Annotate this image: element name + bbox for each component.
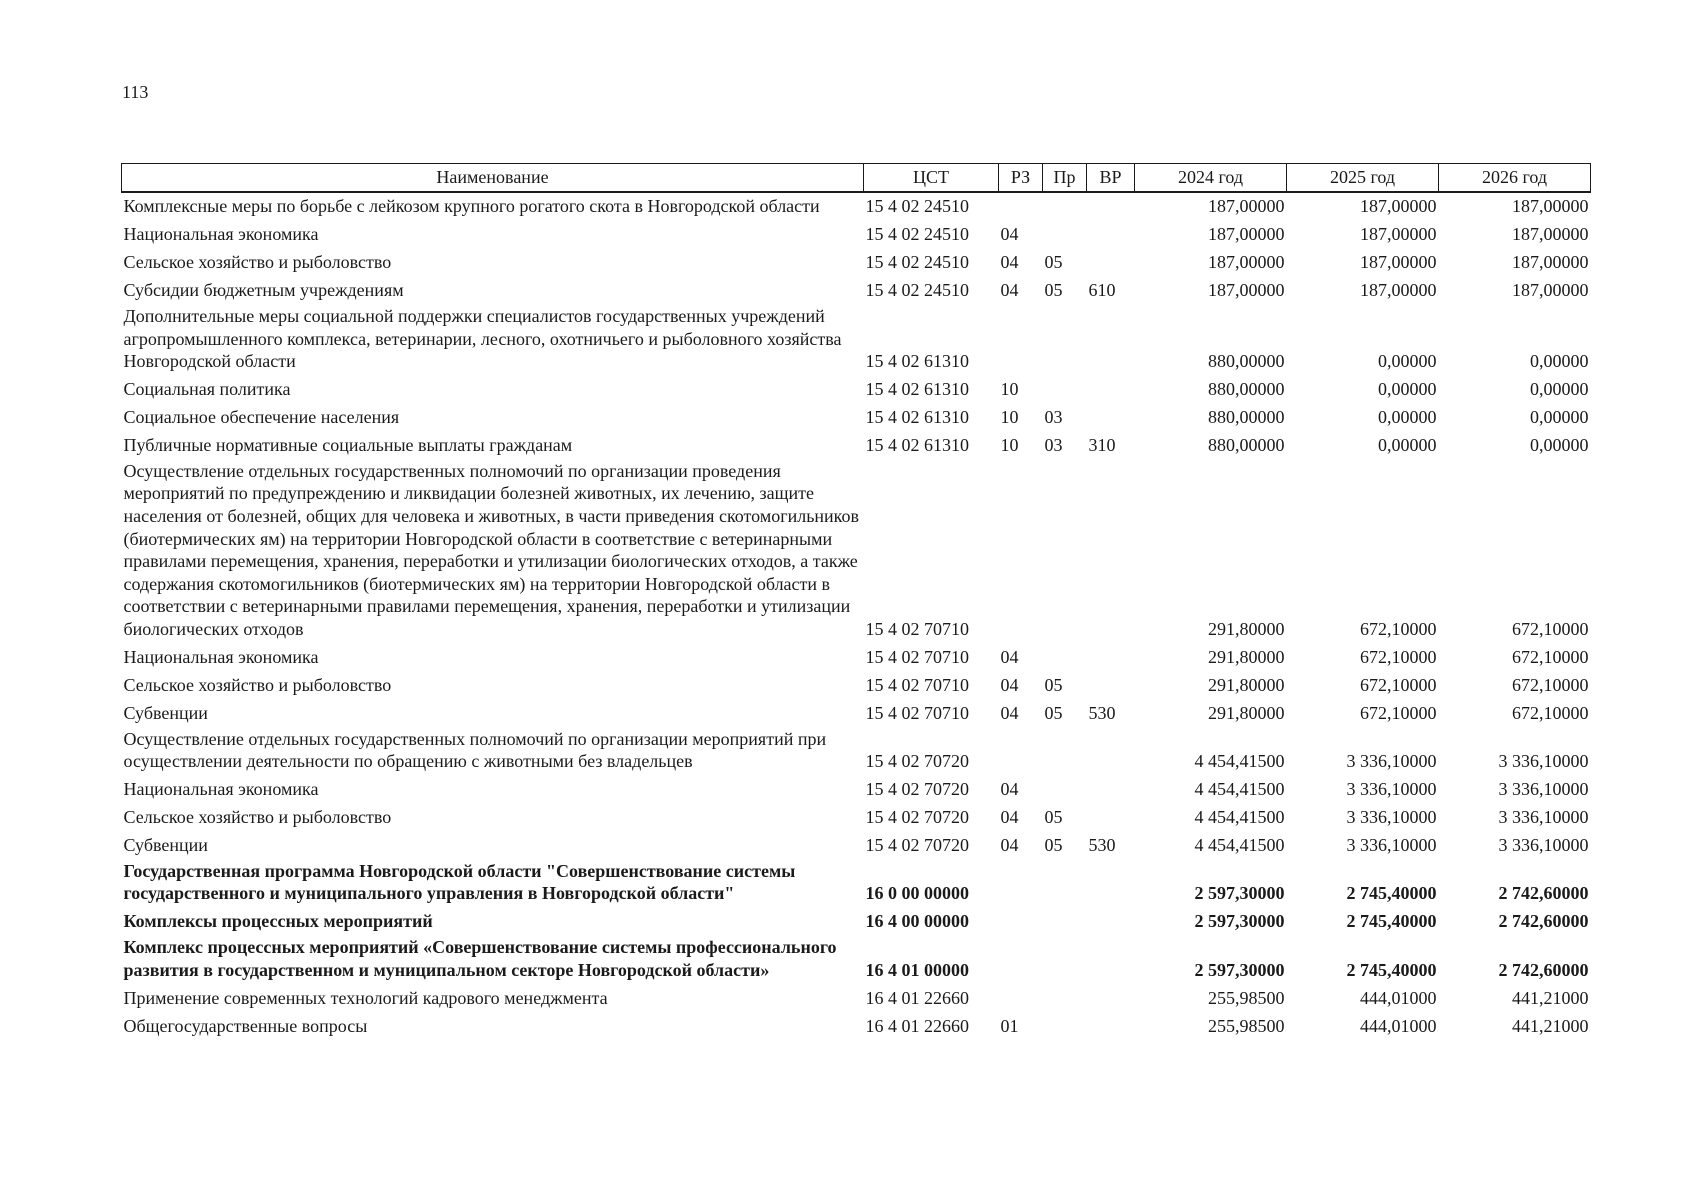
row-pr: 05 [1044,835,1063,856]
row-2025: 3 336,10000 [1346,779,1437,800]
row-cst: 15 4 02 24510 [865,252,969,273]
row-vr: 610 [1088,280,1116,301]
row-2024: 291,80000 [1208,618,1285,639]
row-2026: 187,00000 [1512,196,1589,217]
row-2026: 0,00000 [1530,407,1589,428]
row-cst: 15 4 02 70720 [865,779,969,800]
row-pr [1043,192,1087,220]
row-pr: 05 [1044,280,1063,301]
row-pr [1043,643,1087,671]
row-2024: 291,80000 [1208,702,1285,723]
row-2024: 255,98500 [1208,1015,1285,1036]
row-cst: 15 4 02 70710 [865,674,969,695]
row-2026: 672,10000 [1512,702,1589,723]
row-rz [999,459,1043,643]
row-vr [1087,803,1135,831]
row-pr [1043,1011,1087,1039]
row-2024: 4 454,41500 [1194,779,1285,800]
row-name: Государственная программа Новгородской области "Совершенствование системы государственного и муниципального управления в Новгородской области" [123,860,796,904]
row-cst: 15 4 02 24510 [865,280,969,301]
row-2025: 187,00000 [1360,280,1437,301]
header-rz: РЗ [999,164,1043,193]
row-2026: 441,21000 [1512,987,1589,1008]
row-name: Комплексные меры по борьбе с лейкозом крупного рогатого скота в Новгородской области [123,196,820,217]
row-2024: 880,00000 [1208,351,1285,372]
row-2026: 3 336,10000 [1498,807,1589,828]
row-name: Социальное обеспечение населения [123,407,400,428]
row-name: Сельское хозяйство и рыболовство [123,674,392,695]
table-row [122,403,1591,431]
row-2025: 2 745,40000 [1346,883,1437,904]
row-2025: 672,10000 [1360,618,1437,639]
row-rz: 04 [1000,835,1019,856]
row-2026: 0,00000 [1530,379,1589,400]
header-2025: 2025 год [1287,164,1439,193]
row-pr [1043,935,1087,983]
row-2025: 187,00000 [1360,196,1437,217]
row-rz: 10 [1000,407,1019,428]
row-rz: 10 [1000,379,1019,400]
table-row [122,1011,1591,1039]
row-vr [1087,859,1135,907]
row-2024: 880,00000 [1208,379,1285,400]
row-name: Субсидии бюджетным учреждениям [123,280,404,301]
row-name: Общегосударственные вопросы [123,1015,368,1036]
row-2024: 2 597,30000 [1194,959,1285,980]
table-row [122,859,1591,907]
row-cst: 15 4 02 70720 [865,835,969,856]
header-cst: ЦСТ [864,164,999,193]
table-body [122,192,1591,1039]
table-row [122,671,1591,699]
table-row [122,803,1591,831]
page-number: 113 [122,82,149,102]
table-row [122,431,1591,459]
header-row [122,164,1591,193]
row-vr: 530 [1088,835,1116,856]
row-vr [1087,671,1135,699]
row-2026: 3 336,10000 [1498,751,1589,772]
row-cst: 15 4 02 61310 [865,435,969,456]
row-vr [1087,643,1135,671]
row-2026: 672,10000 [1512,646,1589,667]
row-vr [1087,907,1135,935]
row-2025: 2 745,40000 [1346,959,1437,980]
row-cst: 15 4 02 70720 [865,751,969,772]
row-name: Сельское хозяйство и рыболовство [123,807,392,828]
row-2024: 4 454,41500 [1194,835,1285,856]
row-2024: 187,00000 [1208,196,1285,217]
row-2024: 187,00000 [1208,224,1285,245]
row-rz: 04 [1000,779,1019,800]
row-pr: 05 [1044,252,1063,273]
row-pr [1043,727,1087,775]
row-2026: 2 742,60000 [1498,883,1589,904]
row-vr [1087,983,1135,1011]
row-pr: 05 [1044,702,1063,723]
row-rz [999,727,1043,775]
row-pr: 05 [1044,807,1063,828]
row-2025: 0,00000 [1378,435,1437,456]
row-rz: 04 [1000,702,1019,723]
table-row [122,643,1591,671]
row-pr [1043,459,1087,643]
row-2025: 672,10000 [1360,702,1437,723]
row-vr [1087,403,1135,431]
table-row [122,192,1591,220]
row-pr [1043,220,1087,248]
row-cst: 16 4 01 00000 [865,959,969,980]
row-name: Осуществление отдельных государственных полномочий по организации мероприятий при осуществлении деятельности по обращению с животными без владельцев [123,728,827,772]
row-cst: 15 4 02 24510 [865,196,969,217]
row-2025: 672,10000 [1360,674,1437,695]
row-cst: 16 4 01 22660 [865,1015,969,1036]
row-rz: 04 [1000,646,1019,667]
row-name: Национальная экономика [123,646,319,667]
table-row [122,248,1591,276]
row-cst: 15 4 02 70710 [865,702,969,723]
row-name: Сельское хозяйство и рыболовство [123,252,392,273]
row-2026: 0,00000 [1530,351,1589,372]
row-2026: 2 742,60000 [1498,959,1589,980]
row-rz: 04 [1000,224,1019,245]
row-rz: 04 [1000,807,1019,828]
row-vr [1087,727,1135,775]
row-2025: 0,00000 [1378,351,1437,372]
table-row [122,459,1591,643]
row-vr [1087,248,1135,276]
row-cst: 15 4 02 61310 [865,407,969,428]
row-2025: 2 745,40000 [1346,911,1437,932]
row-pr [1043,775,1087,803]
table-row [122,375,1591,403]
row-vr [1087,935,1135,983]
header-pr: Пр [1043,164,1087,193]
table-row [122,699,1591,727]
row-vr [1087,775,1135,803]
row-rz [999,983,1043,1011]
row-cst: 15 4 02 70710 [865,618,969,639]
row-name: Субвенции [123,835,208,856]
row-2025: 3 336,10000 [1346,751,1437,772]
row-2026: 3 336,10000 [1498,835,1589,856]
header-name: Наименование [122,164,864,193]
table-header [122,164,1591,193]
row-2024: 291,80000 [1208,646,1285,667]
row-rz [999,907,1043,935]
row-cst: 15 4 02 24510 [865,224,969,245]
row-2024: 4 454,41500 [1194,751,1285,772]
row-2024: 4 454,41500 [1194,807,1285,828]
row-2024: 2 597,30000 [1194,911,1285,932]
row-2025: 444,01000 [1360,1015,1437,1036]
row-cst: 16 0 00 00000 [865,883,969,904]
row-pr: 03 [1044,407,1063,428]
table-row [122,304,1591,375]
row-2024: 880,00000 [1208,407,1285,428]
row-name: Субвенции [123,702,208,723]
row-rz [999,304,1043,375]
row-rz: 10 [1000,435,1019,456]
budget-table [121,163,1591,1039]
row-2026: 187,00000 [1512,224,1589,245]
row-cst: 16 4 01 22660 [865,987,969,1008]
row-2026: 2 742,60000 [1498,911,1589,932]
table-row [122,831,1591,859]
row-2025: 3 336,10000 [1346,835,1437,856]
row-2026: 441,21000 [1512,1015,1589,1036]
row-name: Национальная экономика [123,779,319,800]
row-name: Осуществление отдельных государственных полномочий по организации проведения мероприятий по предупреждению и ликвидации болезней животных, их лечению, защите населения от болезней, общих для человека и животных, в части приведения скотомогильников (биотермических ям) на территории Новгородской области в соответствие с ветеринарными правилами перемещения, хранения, переработки и утилизации биологических отходов, а также содержания скотомогильников (биотермических ям) на территории Новгородской области в соответствии с ветеринарными правилами перемещения, хранения, переработки и утилизации биологических отходов [123,460,860,639]
row-name: Дополнительные меры социальной поддержки специалистов государственных учреждений агропромышленного комплекса, ветеринарии, лесного, охотничьего и рыболовного хозяйства Новгородской области [123,306,842,372]
row-pr [1043,983,1087,1011]
row-vr [1087,1011,1135,1039]
row-name: Социальная политика [123,379,291,400]
row-2026: 0,00000 [1530,435,1589,456]
row-2024: 291,80000 [1208,674,1285,695]
table-row [122,935,1591,983]
header-2026: 2026 год [1439,164,1591,193]
row-2025: 3 336,10000 [1346,807,1437,828]
row-pr [1043,859,1087,907]
row-2026: 3 336,10000 [1498,779,1589,800]
row-name: Применение современных технологий кадрового менеджмента [123,987,608,1008]
row-2025: 0,00000 [1378,407,1437,428]
table-row [122,220,1591,248]
row-rz [999,935,1043,983]
row-cst: 15 4 02 70710 [865,646,969,667]
row-2025: 187,00000 [1360,252,1437,273]
row-vr [1087,375,1135,403]
row-2025: 0,00000 [1378,379,1437,400]
row-pr [1043,907,1087,935]
row-pr [1043,304,1087,375]
row-rz: 04 [1000,280,1019,301]
row-2025: 187,00000 [1360,224,1437,245]
row-2024: 187,00000 [1208,252,1285,273]
header-vr: ВР [1087,164,1135,193]
row-2026: 187,00000 [1512,280,1589,301]
row-name: Национальная экономика [123,224,319,245]
row-2026: 187,00000 [1512,252,1589,273]
row-rz [999,859,1043,907]
row-2024: 187,00000 [1208,280,1285,301]
row-rz: 04 [1000,674,1019,695]
row-vr: 310 [1088,435,1116,456]
header-2024: 2024 год [1135,164,1287,193]
row-2025: 672,10000 [1360,646,1437,667]
row-cst: 15 4 02 61310 [865,379,969,400]
row-2026: 672,10000 [1512,618,1589,639]
row-vr [1087,192,1135,220]
row-cst: 16 4 00 00000 [865,911,969,932]
row-pr: 05 [1044,674,1063,695]
table-row [122,907,1591,935]
row-vr: 530 [1088,702,1116,723]
row-pr [1043,375,1087,403]
row-name: Публичные нормативные социальные выплаты гражданам [123,435,573,456]
row-pr: 03 [1044,435,1063,456]
row-vr [1087,220,1135,248]
row-2024: 255,98500 [1208,987,1285,1008]
row-2024: 2 597,30000 [1194,883,1285,904]
row-2026: 672,10000 [1512,674,1589,695]
table-row [122,983,1591,1011]
row-vr [1087,459,1135,643]
row-cst: 15 4 02 61310 [865,351,969,372]
row-name: Комплекс процессных мероприятий «Совершенствование системы профессионального развития в государственном и муниципальном секторе Новгородской области» [123,936,837,980]
row-2025: 444,01000 [1360,987,1437,1008]
table-row [122,727,1591,775]
table-row [122,276,1591,304]
row-cst: 15 4 02 70720 [865,807,969,828]
row-vr [1087,304,1135,375]
row-2024: 880,00000 [1208,435,1285,456]
row-rz [999,192,1043,220]
row-rz: 01 [1000,1015,1019,1036]
row-name: Комплексы процессных мероприятий [123,911,433,932]
row-rz: 04 [1000,252,1019,273]
table-row [122,775,1591,803]
